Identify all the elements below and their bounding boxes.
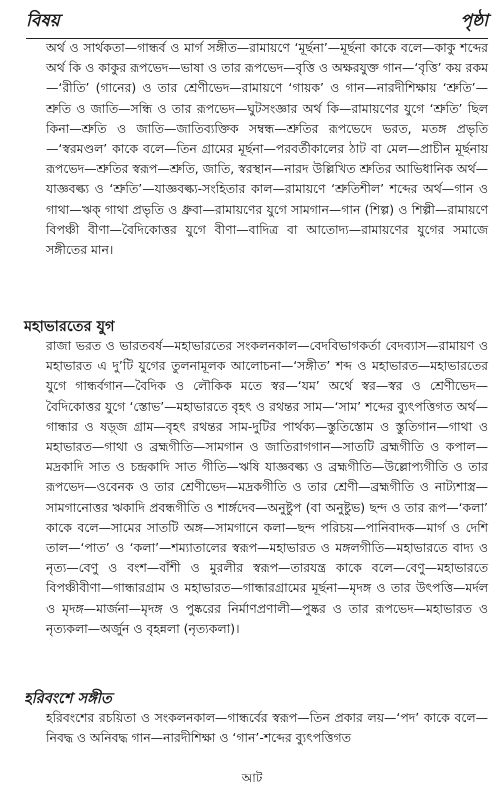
header-page-label: পৃষ্ঠা (460, 11, 488, 31)
section-heading-harivamsha: হরিবংশে সঙ্গীত (24, 690, 112, 707)
harivamsha-topics-text: হরিবংশের রচয়িতা ও সংকলনকাল—গান্ধর্বের স্বরূপ—তিন প্রকার লয়—‘পদ’ কাকে বলে—নিবদ্ধ ও অনিবদ্ধ গান—নারদীশিক্ষা ও ‘গান’-শব্দের ব্যুৎপত্তিগত (46, 710, 488, 746)
mahabharata-topics-text: রাজা ভরত ও ভারতবর্ষ—মহাভারতের সংকলনকাল—বেদবিভাগকর্তা বেদব্যাস—রামায়ণ ও মহাভারত এ দু’টি যুগের তুলনামূলক আলোচনা—‘সঙ্গীত’ শব্দ ও মহাভারত—মহাভারতের যুগে গান্ধর্বগান—বৈদিক ও লৌকিক মতে স্বর—‘যম’ অর্থে স্বর—স্বর ও শ্রেণীভেদ—বৈদিকোত্তর যুগে ‘স্তোভ’—মহাভারতে বৃহৎ ও রথন্তর সাম—‘সাম’ শব্দের ব্যুৎপত্তিগত অর্থ—গান্ধার ও ষড়্‌জ গ্রাম—বৃহৎ রথন্তর সাম-দুটির পার্থক্য—স্তুতিস্তোম ও স্তুতিগান—গাথা ও মহাভারত—গাথা ও ব্রহ্মগীতি—সামগান ও জাতিরাগগান—সাতটি ব্রহ্মগীতি ও কপাল—মদ্রকাদি সাত ও চন্দ্রকাদি সাত গীতি—ঋষি যাজ্ঞবল্ক্য ও ব্রহ্মগীতি—উল্লোপ্যগীতি ও তার রূপভেদ—ওবেনক ও তার শ্রেণীভেদ—মদ্রকগীতি ও তার শ্রেণী—ব্রহ্মগীতি ও নাট্যশাস্ত্র—সামগানোত্তর ঋকাদি প্রবন্ধগীতি ও শার্ঙ্গদেব—অনুষ্টুপ (বা অনুষ্টুভ) ছন্দ ও তার রূপ—‘কলা’ কাকে বলে—সামের সাতটি অঙ্গ—সামগানে কলা—ছন্দ পরিচয়—পানিবাদক—মার্গ ও দেশি তাল—‘পাত’ ও ‘কলা’—শম্যাতালের স্বরূপ—মহাভারত ও মঙ্গলগীতি—মহাভারতে বাদ্য ও নৃত্য—বেণু ও বংশ—বাঁশী ও মুরলীর স্বরূপ—তারযন্ত্র কাকে বলে—বেণু—মহাভারতে বিপঞ্চীবীণা—গান্ধারগ্রাম ও মহাভারত—গান্ধারগ্রামের মূর্ছনা—মৃদঙ্গ ও তার উৎপত্তি—মর্দল ও মৃদঙ্গ—মার্জনা—মৃদঙ্গ ও পুষ্করের নির্মাণপ্রণালী—পুষ্কর ও তার রূপভেদ—মহাভারত ও নৃত্যকলা—অর্জুন ও বৃহন্নলা (নৃত্যকলা)। (46, 338, 488, 636)
section-heading-mahabharata: মহাভারতের যুগ (24, 318, 115, 335)
page-header (26, 2, 488, 39)
ramayana-topics-text: অর্থ ও সার্থকতা—গান্ধর্ব ও মার্গ সঙ্গীত—রামায়ণে ‘মূর্ছনা’—মূর্ছনা কাকে বলে—কাকু শব্দের অর্থ কি ও কাকুর রূপভেদ—ভাষা ও তার রূপভেদ—বৃত্তি ও অক্ষরযুক্ত গান—‘বৃত্তি’ কয় রকম—‘রীতি’ (গানের) ও তার শ্রেণীভেদ—রামায়ণে ‘গায়ক’ ও গান—নারদীশিক্ষায় ‘শ্রুতি’—শ্রুতি ও জাতি—সন্ধি ও তার রূপভেদ—ঘুটসংজ্ঞার অর্থ কি—রামায়ণের যুগে ‘শ্রুতি’ ছিল কিনা—শ্রুতি ও জাতি—জাতিব্যক্তিক সম্বন্ধ—শ্রুতির রূপভেদে ভরত, মতঙ্গ প্রভৃতি—‘স্বরমণ্ডল’ কাকে বলে—তিন গ্রামের মূর্ছনা—পরবর্তীকালের ঠাট বা মেল—প্রাচীন মূর্ছনায় রূপভেদ—শ্রুতির স্বরূপ—শ্রুতি, জাতি, স্বরস্থান—নারদ উল্লিখিত শ্রুতির আভিধানিক অর্থ—যাজ্ঞবল্ক্য ও ‘শ্রুতি’—যাজ্ঞবল্ক্য-সংহিতার কাল—রামায়ণে ‘শ্রুতিশীল’ শব্দের অর্থ—গান ও গাথা—ঋক্‌ গাথা প্রভৃতি ও ধ্রুবা—রামায়ণের যুগে সামগান—গান (শিল্প) ও শিল্পী—রামায়ণে বিপঞ্চী বীণা—বৈদিকোত্তর যুগে বীণা—বাদিত্র বা আতোদ্য—রামায়ণের যুগের সমাজে সঙ্গীতের মান। (46, 40, 488, 258)
page-number: আট (241, 771, 263, 785)
header-subject-label: বিষয় (26, 11, 60, 31)
